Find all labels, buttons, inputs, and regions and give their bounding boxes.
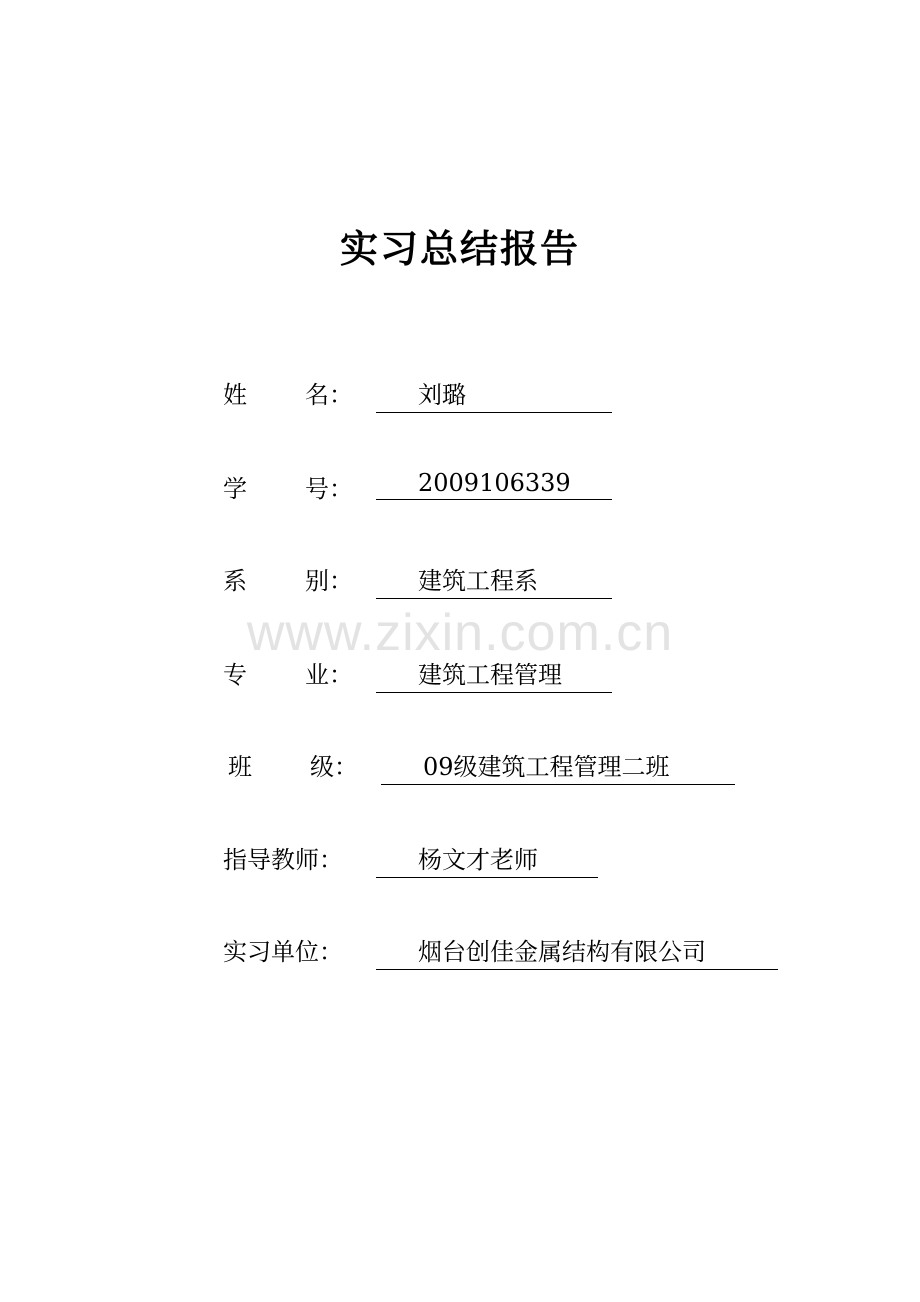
field-value-major-text: 建筑工程管理 xyxy=(418,661,562,689)
field-label-id-first: 学 xyxy=(223,475,247,503)
field-row-student-id xyxy=(0,469,920,509)
field-row-department xyxy=(0,561,920,601)
field-label-id-second: 号： xyxy=(305,475,353,503)
field-label-major-first: 专 xyxy=(223,661,247,689)
field-value-student-id-text: 2009106339 xyxy=(418,469,571,497)
field-value-advisor xyxy=(376,840,598,878)
field-row-major xyxy=(0,655,920,695)
field-row-class xyxy=(0,747,920,787)
field-value-major xyxy=(376,655,612,693)
field-label-dept-first: 系 xyxy=(223,567,247,595)
field-value-class xyxy=(381,747,735,785)
field-label-class-second: 级： xyxy=(310,753,358,781)
field-label-internship-unit: 实习单位： xyxy=(223,938,343,966)
field-value-advisor-text: 杨文才老师 xyxy=(418,846,538,874)
field-label-major-second: 业： xyxy=(305,661,353,689)
field-label-class-first: 班 xyxy=(228,753,252,781)
field-label-advisor: 指导教师： xyxy=(223,846,343,874)
field-value-internship-unit-text: 烟台创佳金属结构有限公司 xyxy=(418,938,706,966)
field-value-name xyxy=(376,375,612,413)
field-label-name-second: 名： xyxy=(305,381,353,409)
field-row-advisor xyxy=(0,840,920,880)
report-title: 实习总结报告 xyxy=(339,227,580,271)
field-value-department-text: 建筑工程系 xyxy=(418,567,538,595)
field-row-name xyxy=(0,375,920,415)
field-label-dept-second: 别： xyxy=(305,567,353,595)
field-value-class-text: 09级建筑工程管理二班 xyxy=(423,753,670,781)
field-value-name-text: 刘璐 xyxy=(418,381,466,409)
field-value-internship-unit xyxy=(376,932,778,970)
field-label-name-first: 姓 xyxy=(223,381,247,409)
field-row-internship-unit xyxy=(0,932,920,972)
watermark: www.zixin.com.cn xyxy=(246,604,674,662)
field-value-department xyxy=(376,561,612,599)
field-value-student-id xyxy=(376,469,612,500)
